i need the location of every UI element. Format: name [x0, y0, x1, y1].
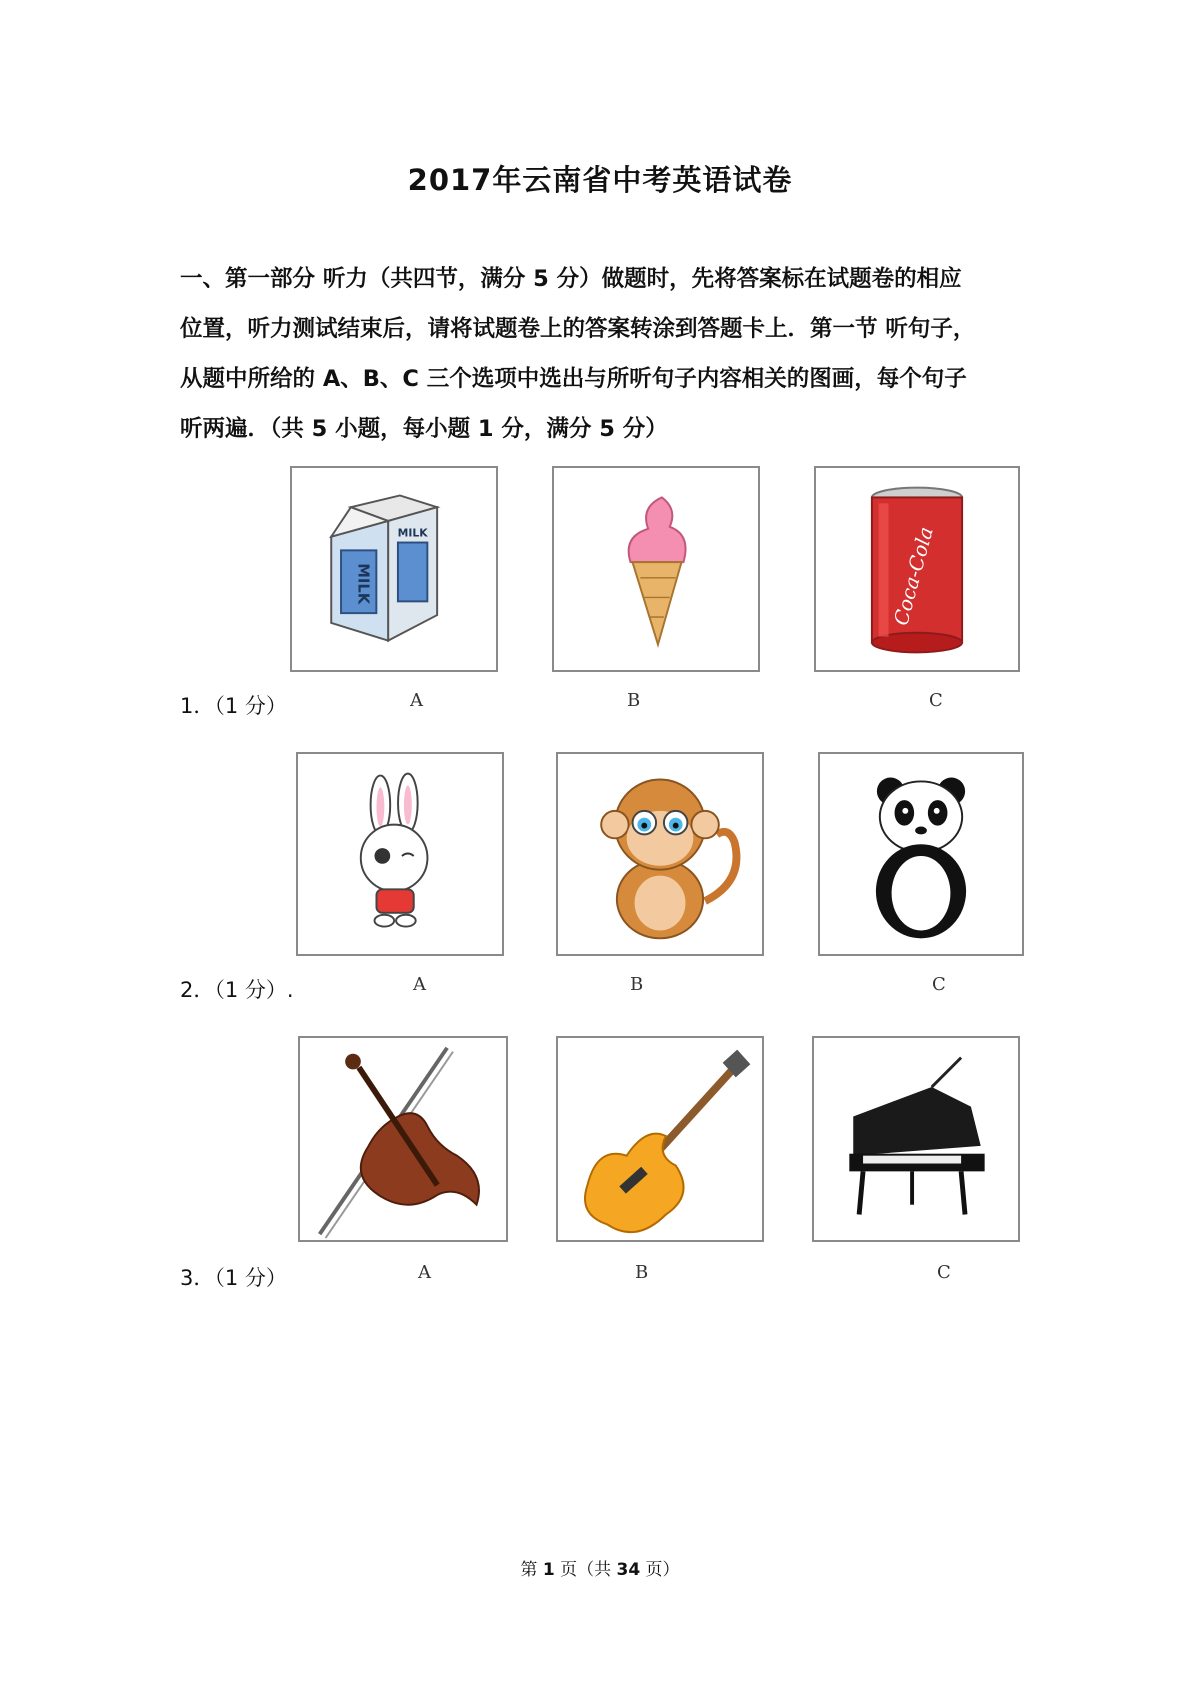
guitar-icon: [558, 1038, 762, 1240]
violin-icon: [300, 1038, 506, 1240]
option-picture-3c[interactable]: [812, 1036, 1020, 1242]
option-picture-2b[interactable]: [556, 752, 764, 956]
option-label: C: [937, 1262, 951, 1283]
section-instructions: [180, 254, 1030, 454]
option-picture-3b[interactable]: [556, 1036, 764, 1242]
footer-text: 第: [520, 1560, 543, 1580]
cola-can-icon: [816, 468, 1018, 670]
option-label: B: [630, 974, 644, 995]
question-number: 2．（1 分）.: [180, 978, 294, 1002]
page-number: 1: [542, 1560, 555, 1580]
monkey-icon: [558, 754, 762, 954]
milk-carton-icon: [292, 468, 496, 670]
milk-label: MILK: [397, 526, 428, 540]
option-picture-2a[interactable]: [296, 752, 504, 956]
footer-text: 页）: [640, 1560, 680, 1580]
piano-icon: [814, 1038, 1018, 1240]
instruction-line: 听两遍．（共 5 小题，每小题 1 分，满分 5 分）: [180, 416, 668, 442]
option-picture-1a[interactable]: [290, 466, 498, 672]
page-total: 34: [616, 1560, 641, 1580]
ice-cream-cone-icon: [554, 468, 758, 670]
option-label: B: [627, 690, 641, 711]
option-label: A: [410, 690, 423, 711]
rabbit-icon: [298, 754, 502, 954]
instruction-line: 从题中所给的 A、B、C 三个选项中选出与所听句子内容相关的图画，每个句子: [180, 366, 967, 392]
cola-label: Coca-Cola: [889, 524, 938, 628]
page-title: 2017年云南省中考英语试卷: [407, 163, 793, 197]
option-label: B: [635, 1262, 649, 1283]
question-number: 3．（1 分）: [180, 1266, 287, 1290]
option-label: A: [418, 1262, 431, 1283]
footer-text: 页（共: [554, 1560, 617, 1580]
option-picture-2c[interactable]: [818, 752, 1024, 956]
option-picture-1b[interactable]: [552, 466, 760, 672]
page-footer: [0, 1555, 1200, 1580]
question-number: 1．（1 分）: [180, 694, 287, 718]
milk-label: MILK: [354, 563, 372, 605]
option-picture-1c[interactable]: [814, 466, 1020, 672]
instruction-line: 一、第一部分 听力（共四节，满分 5 分）做题时，先将答案标在试题卷的相应: [180, 266, 962, 292]
option-label: A: [413, 974, 426, 995]
option-picture-3a[interactable]: [298, 1036, 508, 1242]
panda-icon: [820, 754, 1022, 954]
option-label: C: [932, 974, 946, 995]
instruction-line: 位置，听力测试结束后，请将试题卷上的答案转涂到答题卡上．第一节 听句子，: [180, 316, 976, 342]
option-label: C: [929, 690, 943, 711]
